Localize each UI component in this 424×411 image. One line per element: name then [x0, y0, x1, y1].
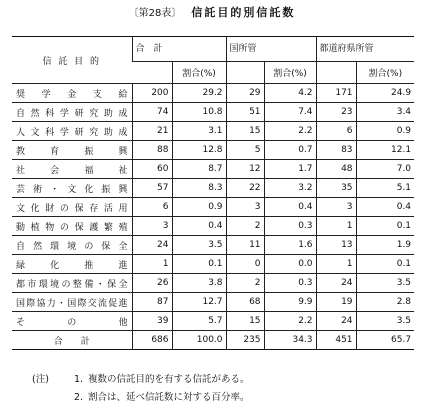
- table-title-text: 信託目的別信託数: [191, 6, 296, 19]
- table-row: [12, 312, 414, 331]
- footnote-label: (注): [32, 374, 49, 385]
- total-pct: 12.8: [172, 141, 226, 160]
- total-pct: 0.4: [172, 217, 226, 236]
- national-pct: 4.2: [264, 84, 316, 103]
- total-pct: 0.1: [172, 255, 226, 274]
- total-count: 39: [132, 312, 172, 331]
- purpose-name: 自然環境の保全: [12, 236, 132, 255]
- header-purpose: 信 託 目 的: [12, 37, 132, 84]
- national-count: 15: [226, 312, 264, 331]
- table-row: [12, 160, 414, 179]
- purpose-name: 教育振興: [12, 141, 132, 160]
- total-pct: 3.1: [172, 122, 226, 141]
- national-count: 235: [226, 331, 264, 350]
- total-pct: 12.7: [172, 293, 226, 312]
- national-pct: 0.3: [264, 274, 316, 293]
- pref-pct: 3.5: [356, 312, 414, 331]
- total-count: 686: [132, 331, 172, 350]
- pref-pct: 1.9: [356, 236, 414, 255]
- pref-count: 83: [316, 141, 356, 160]
- header-row-groups: [12, 37, 414, 62]
- national-pct: 9.9: [264, 293, 316, 312]
- table-title: [0, 4, 424, 20]
- table-row: [12, 293, 414, 312]
- pref-count: 24: [316, 312, 356, 331]
- purpose-name: その他: [12, 312, 132, 331]
- table-row: [12, 103, 414, 122]
- total-row: [12, 331, 414, 350]
- pref-pct: 0.1: [356, 255, 414, 274]
- table-row: [12, 141, 414, 160]
- total-count: 24: [132, 236, 172, 255]
- purpose-name: 文化財の保存活用: [12, 198, 132, 217]
- header-blank: [226, 62, 264, 84]
- purpose-name: 動植物の保護繁殖: [12, 217, 132, 236]
- national-count: 2: [226, 217, 264, 236]
- purpose-name: 国際協力・国際交流促進: [12, 293, 132, 312]
- total-pct: 29.2: [172, 84, 226, 103]
- national-pct: 34.3: [264, 331, 316, 350]
- national-count: 2: [226, 274, 264, 293]
- national-pct: 2.2: [264, 312, 316, 331]
- total-pct: 8.3: [172, 179, 226, 198]
- header-blank: [132, 62, 172, 84]
- purpose-name: 自然科学研究助成: [12, 103, 132, 122]
- trust-purpose-table: [12, 36, 414, 350]
- table-row: [12, 236, 414, 255]
- footnote-1: [32, 371, 250, 389]
- pref-count: 6: [316, 122, 356, 141]
- pref-pct: 0.1: [356, 217, 414, 236]
- header-total-pct: 割合(%): [172, 62, 226, 84]
- purpose-name: 奨学金支給: [12, 84, 132, 103]
- footnote-number: 1.: [74, 374, 84, 385]
- pref-count: 19: [316, 293, 356, 312]
- pref-count: 23: [316, 103, 356, 122]
- total-count: 200: [132, 84, 172, 103]
- national-count: 29: [226, 84, 264, 103]
- total-count: 87: [132, 293, 172, 312]
- pref-count: 1: [316, 255, 356, 274]
- pref-count: 3: [316, 198, 356, 217]
- header-prefecture: 都道府県所管: [316, 37, 414, 62]
- table-row: [12, 274, 414, 293]
- national-pct: 0.7: [264, 141, 316, 160]
- pref-count: 13: [316, 236, 356, 255]
- purpose-name: 人文科学研究助成: [12, 122, 132, 141]
- national-pct: 7.4: [264, 103, 316, 122]
- national-pct: 0.4: [264, 198, 316, 217]
- table-row: [12, 198, 414, 217]
- total-count: 3: [132, 217, 172, 236]
- pref-count: 24: [316, 274, 356, 293]
- national-pct: 1.6: [264, 236, 316, 255]
- total-pct: 8.7: [172, 160, 226, 179]
- table-row: [12, 179, 414, 198]
- table-row: [12, 255, 414, 274]
- header-pref-pct: 割合(%): [356, 62, 414, 84]
- pref-pct: 3.4: [356, 103, 414, 122]
- pref-count: 1: [316, 217, 356, 236]
- national-pct: 1.7: [264, 160, 316, 179]
- footnote-text: 複数の信託目的を有する信託がある。: [88, 374, 250, 385]
- pref-pct: 3.5: [356, 274, 414, 293]
- header-national-pct: 割合(%): [264, 62, 316, 84]
- national-count: 11: [226, 236, 264, 255]
- national-count: 0: [226, 255, 264, 274]
- pref-count: 171: [316, 84, 356, 103]
- header-blank: [316, 62, 356, 84]
- pref-pct: 0.9: [356, 122, 414, 141]
- national-count: 3: [226, 198, 264, 217]
- pref-pct: 5.1: [356, 179, 414, 198]
- national-count: 12: [226, 160, 264, 179]
- pref-count: 35: [316, 179, 356, 198]
- footnote-2: [32, 389, 250, 407]
- pref-pct: 65.7: [356, 331, 414, 350]
- pref-count: 48: [316, 160, 356, 179]
- national-pct: 3.2: [264, 179, 316, 198]
- pref-pct: 2.8: [356, 293, 414, 312]
- purpose-name: 芸術・文化振興: [12, 179, 132, 198]
- table-number: 〔第28表〕: [128, 8, 182, 19]
- total-count: 74: [132, 103, 172, 122]
- pref-pct: 7.0: [356, 160, 414, 179]
- header-total: 合 計: [132, 37, 226, 62]
- pref-pct: 24.9: [356, 84, 414, 103]
- national-count: 5: [226, 141, 264, 160]
- national-pct: 2.2: [264, 122, 316, 141]
- national-count: 15: [226, 122, 264, 141]
- national-count: 22: [226, 179, 264, 198]
- total-pct: 5.7: [172, 312, 226, 331]
- table-row: [12, 122, 414, 141]
- total-pct: 3.5: [172, 236, 226, 255]
- national-count: 68: [226, 293, 264, 312]
- total-count: 57: [132, 179, 172, 198]
- header-national: 国所管: [226, 37, 316, 62]
- pref-pct: 12.1: [356, 141, 414, 160]
- total-count: 6: [132, 198, 172, 217]
- table-row: [12, 217, 414, 236]
- footnote-text: 割合は、延べ信託数に対する百分率。: [88, 392, 250, 403]
- total-label: 合 計: [53, 336, 90, 347]
- total-count: 21: [132, 122, 172, 141]
- footnote-number: 2.: [74, 392, 84, 403]
- national-count: 51: [226, 103, 264, 122]
- table-row: [12, 84, 414, 103]
- total-count: 60: [132, 160, 172, 179]
- total-count: 1: [132, 255, 172, 274]
- purpose-name: 都市環境の整備・保全: [12, 274, 132, 293]
- purpose-name: 社会福祉: [12, 160, 132, 179]
- total-pct: 0.9: [172, 198, 226, 217]
- pref-pct: 0.4: [356, 198, 414, 217]
- national-pct: 0.0: [264, 255, 316, 274]
- pref-count: 451: [316, 331, 356, 350]
- national-pct: 0.3: [264, 217, 316, 236]
- total-count: 88: [132, 141, 172, 160]
- total-count: 26: [132, 274, 172, 293]
- purpose-name: 緑化推進: [12, 255, 132, 274]
- footnotes: [32, 371, 250, 407]
- table-body: [12, 84, 414, 331]
- total-pct: 100.0: [172, 331, 226, 350]
- total-pct: 3.8: [172, 274, 226, 293]
- total-pct: 10.8: [172, 103, 226, 122]
